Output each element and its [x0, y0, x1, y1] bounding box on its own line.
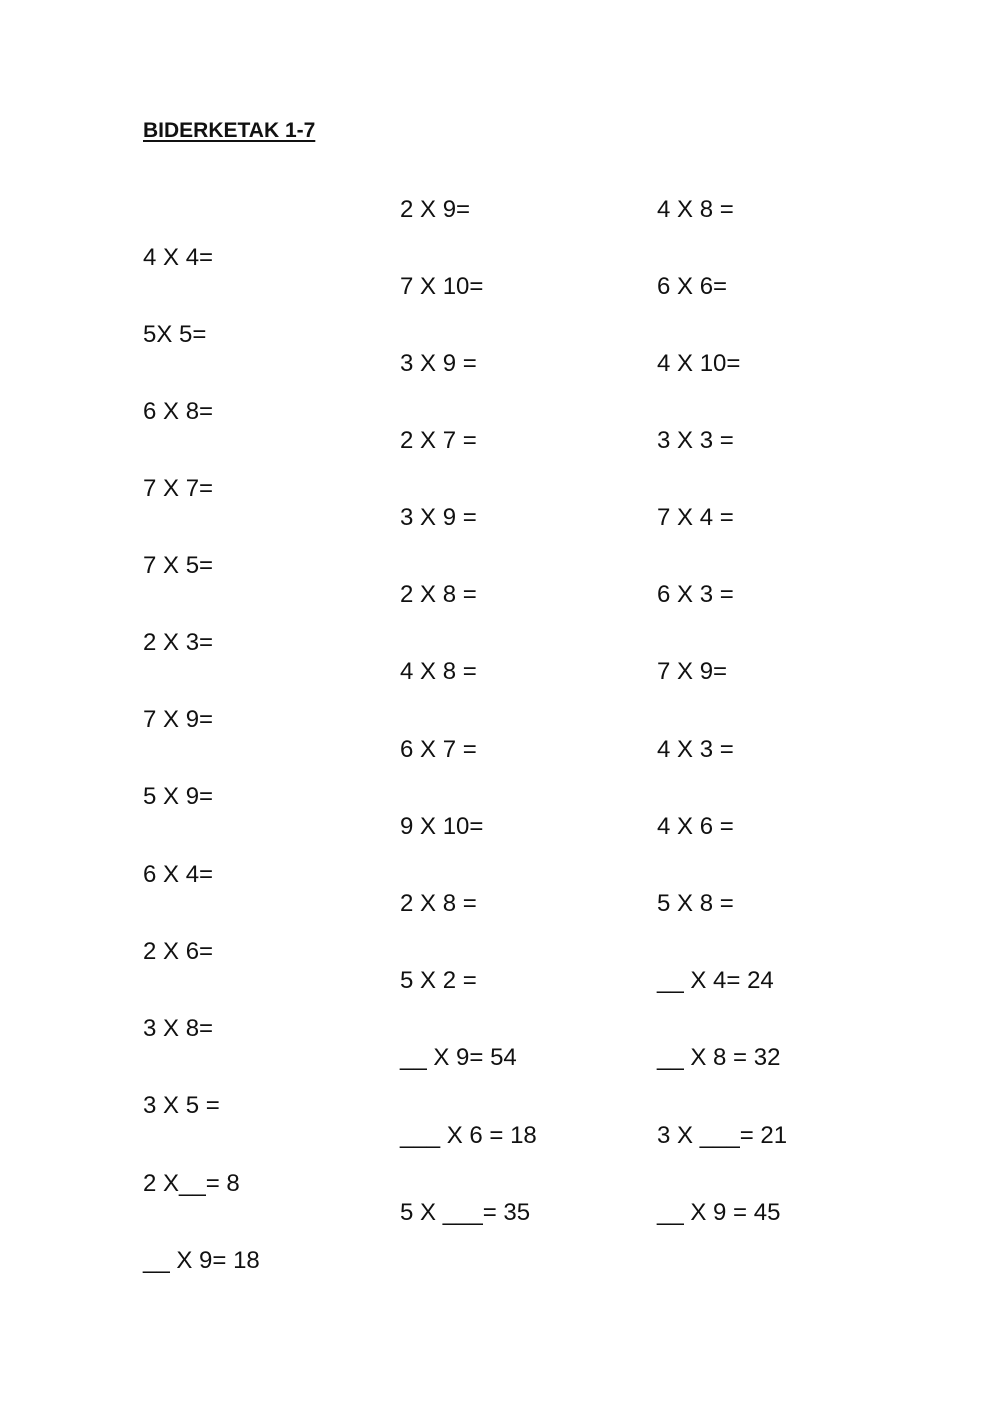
exercise-item: 2 X__= 8 [143, 1170, 240, 1197]
exercise-item: __ X 9 = 45 [657, 1199, 781, 1226]
exercise-item: 3 X 8= [143, 1015, 214, 1042]
exercise-item: __ X 8 = 32 [657, 1044, 781, 1071]
exercise-item: 6 X 8= [143, 398, 214, 425]
exercise-item: 4 X 10= [657, 350, 741, 377]
exercise-item: 9 X 10= [400, 813, 484, 840]
exercise-item: 7 X 10= [400, 273, 484, 300]
exercise-item: 4 X 3 = [657, 736, 734, 763]
exercise-item: 2 X 8 = [400, 581, 477, 608]
exercise-item: 2 X 7 = [400, 427, 477, 454]
exercise-item: 7 X 9= [657, 658, 728, 685]
exercise-item: __ X 9= 54 [400, 1044, 517, 1071]
exercise-item: __ X 4= 24 [657, 967, 774, 994]
exercise-item: 4 X 8 = [657, 196, 734, 223]
exercise-item: 2 X 9= [400, 196, 471, 223]
exercise-item: 5 X 8 = [657, 890, 734, 917]
exercise-item: 5 X ___= 35 [400, 1199, 531, 1226]
exercise-item: 7 X 4 = [657, 504, 734, 531]
exercise-item: 2 X 6= [143, 938, 214, 965]
exercise-item: 7 X 9= [143, 706, 214, 733]
exercise-item: 3 X 9 = [400, 350, 477, 377]
exercise-item: 5X 5= [143, 321, 207, 348]
exercise-item: 7 X 7= [143, 475, 214, 502]
exercise-item: 3 X ___= 21 [657, 1122, 788, 1149]
exercise-item: 6 X 6= [657, 273, 728, 300]
exercise-item: 6 X 3 = [657, 581, 734, 608]
worksheet-title: BIDERKETAK 1-7 [143, 119, 316, 142]
exercise-item: __ X 9= 18 [143, 1247, 260, 1274]
exercise-item: 4 X 6 = [657, 813, 734, 840]
exercise-item: 5 X 2 = [400, 967, 477, 994]
exercise-item: 3 X 9 = [400, 504, 477, 531]
exercise-item: 6 X 7 = [400, 736, 477, 763]
exercise-item: ___ X 6 = 18 [400, 1122, 537, 1149]
exercise-item: 3 X 5 = [143, 1092, 220, 1119]
exercise-item: 4 X 4= [143, 244, 214, 271]
exercise-item: 6 X 4= [143, 861, 214, 888]
exercise-item: 7 X 5= [143, 552, 214, 579]
exercise-item: 5 X 9= [143, 783, 214, 810]
exercise-item: 4 X 8 = [400, 658, 477, 685]
exercise-item: 3 X 3 = [657, 427, 734, 454]
exercise-item: 2 X 8 = [400, 890, 477, 917]
exercise-item: 2 X 3= [143, 629, 214, 656]
